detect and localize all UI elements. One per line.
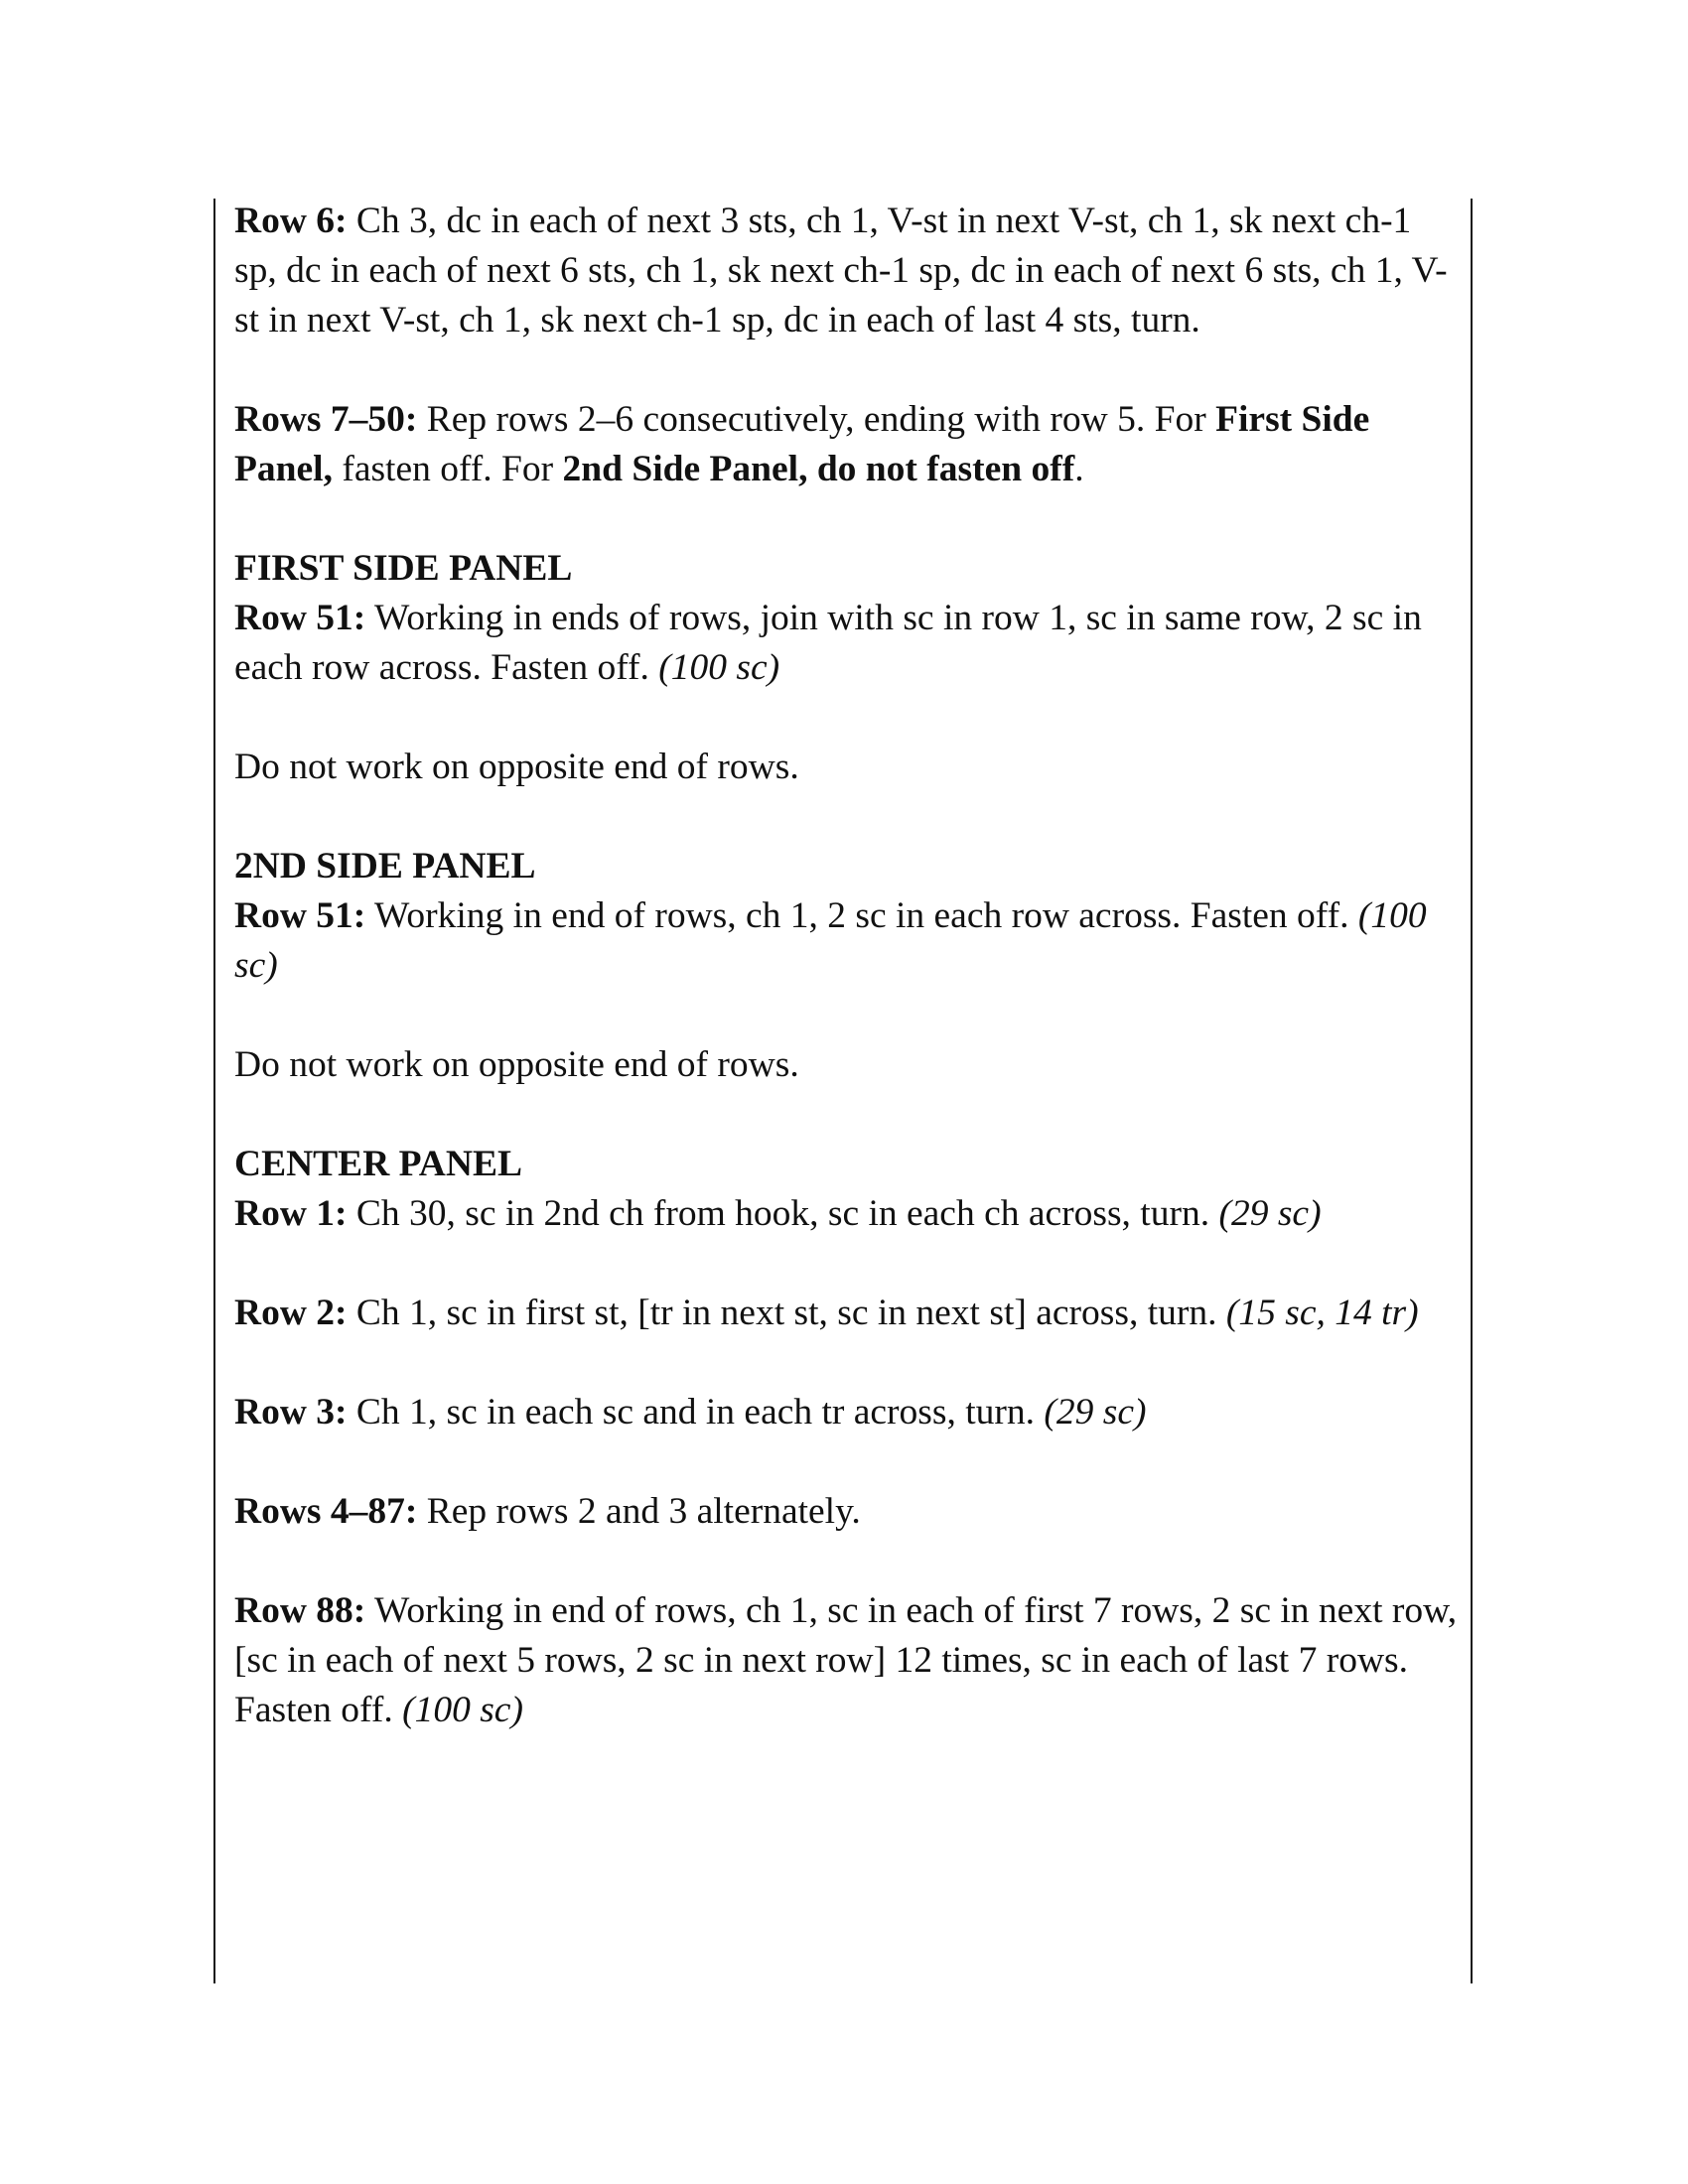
- first-side-panel-heading: [234, 544, 1458, 594]
- bold-text: Row 2:: [234, 1293, 348, 1333]
- stitch-count: (29 sc): [1218, 1193, 1322, 1234]
- bold-text: Row 51:: [234, 895, 366, 936]
- second-side-row-51-paragraph: [234, 891, 1458, 991]
- rows-7-50-paragraph: [234, 395, 1458, 494]
- text-run: Working in ends of rows, join with sc in row 1, sc in same row, 2 sc in each row across. Fasten off.: [234, 598, 1422, 688]
- bold-text: First Side Panel,: [234, 399, 1370, 489]
- center-rows-4-87-paragraph: [234, 1487, 1458, 1537]
- text-run: Do not work on opposite end of rows.: [234, 747, 799, 787]
- bold-text: Row 3:: [234, 1392, 348, 1433]
- bold-text: Rows 7–50:: [234, 399, 418, 440]
- bold-text: Row 1:: [234, 1193, 348, 1234]
- second-side-note-paragraph: [234, 1040, 1458, 1090]
- text-run: 2ND SIDE PANEL: [234, 846, 536, 887]
- bold-text: Row 88:: [234, 1590, 366, 1631]
- text-run: CENTER PANEL: [234, 1144, 522, 1184]
- center-row-1-paragraph: [234, 1189, 1458, 1239]
- text-run: Do not work on opposite end of rows.: [234, 1044, 799, 1085]
- text-run: Ch 1, sc in each sc and in each tr across, turn.: [347, 1392, 1045, 1433]
- text-run: fasten off. For: [332, 449, 563, 489]
- center-row-88-paragraph: [234, 1586, 1458, 1735]
- center-row-3-paragraph: [234, 1388, 1458, 1437]
- text-run: Working in end of rows, ch 1, 2 sc in each row across. Fasten off.: [365, 895, 1358, 936]
- text-run: .: [1074, 449, 1084, 489]
- first-side-row-51-paragraph: [234, 594, 1458, 693]
- text-run: Ch 1, sc in first st, [tr in next st, sc in next st] across, turn.: [347, 1293, 1226, 1333]
- first-side-note-paragraph: [234, 743, 1458, 792]
- text-run: Working in end of rows, ch 1, sc in each of first 7 rows, 2 sc in next row, [sc in each of next 5 rows, 2 sc in next row] 12 times, sc in each of last 7 rows. Fasten off.: [234, 1590, 1458, 1730]
- stitch-count: (100 sc): [658, 647, 780, 688]
- bold-text: Row 51:: [234, 598, 366, 638]
- bold-text: Rows 4–87:: [234, 1491, 418, 1532]
- text-run: Rep rows 2 and 3 alternately.: [417, 1491, 861, 1532]
- text-run: FIRST SIDE PANEL: [234, 548, 573, 589]
- bold-text: 2nd Side Panel, do not fasten off: [562, 449, 1075, 489]
- center-row-2-paragraph: [234, 1289, 1458, 1338]
- stitch-count: (15 sc, 14 tr): [1225, 1293, 1419, 1333]
- second-side-panel-heading: [234, 842, 1458, 891]
- row-6-paragraph: [234, 197, 1458, 345]
- stitch-count: (100 sc): [234, 895, 1427, 986]
- bold-text: Row 6:: [234, 201, 348, 241]
- pattern-text: [234, 197, 1458, 1785]
- stitch-count: (100 sc): [402, 1690, 523, 1730]
- text-run: Ch 3, dc in each of next 3 sts, ch 1, V-st in next V-st, ch 1, sk next ch-1 sp, dc in each of next 6 sts, ch 1, sk next ch-1 sp, dc in each of next 6 sts, ch 1, V-st in next V-st, ch 1, sk next ch-1 sp, dc in each of last 4 sts, turn.: [234, 201, 1448, 341]
- center-panel-heading: [234, 1140, 1458, 1189]
- text-run: Ch 30, sc in 2nd ch from hook, sc in each ch across, turn.: [347, 1193, 1219, 1234]
- stitch-count: (29 sc): [1044, 1392, 1147, 1433]
- text-run: Rep rows 2–6 consecutively, ending with row 5. For: [417, 399, 1216, 440]
